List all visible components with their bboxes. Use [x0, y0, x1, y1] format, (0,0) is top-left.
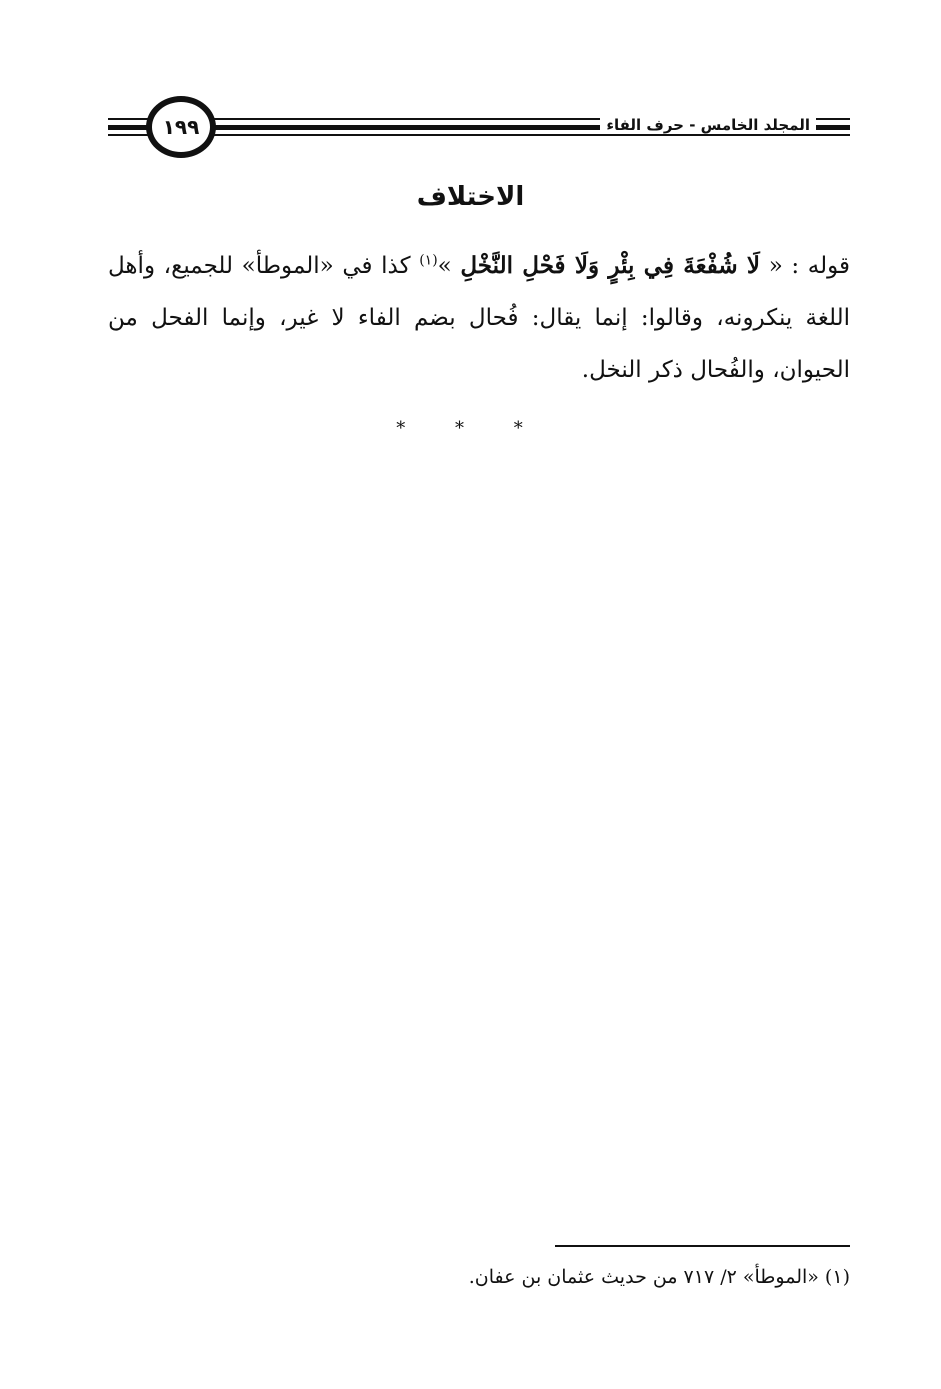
section-separator: * * * — [396, 418, 545, 439]
section-title: الاختلاف — [416, 182, 525, 212]
page-header — [108, 96, 850, 166]
body-paragraph — [108, 240, 850, 396]
footnote-reference: (١) — [419, 252, 438, 269]
page-number: ١٩٩ — [162, 115, 200, 139]
hadith-text: لَا شُفْعَةَ فِي بِئْرٍ وَلَا فَحْلِ النَّخْلِ — [460, 252, 761, 279]
body-intro: قوله : « — [760, 253, 850, 279]
header-rule-thin-bottom — [108, 134, 850, 136]
page-number-badge — [146, 96, 216, 158]
footnote-rule — [555, 1245, 850, 1247]
body-rest: كذا في «الموطأ» للجميع، وأهل اللغة ينكرونه، وقالوا: إنما يقال: فُحال بضم الفاء لا غير، وإنما الفحل من الحيوان، والفُحال ذكر النخل. — [108, 253, 850, 383]
running-head: المجلد الخامس - حرف الفاء — [600, 116, 816, 134]
body-close-quote: » — [437, 253, 461, 279]
footnote: (١) «الموطأ» ٢/ ٧١٧ من حديث عثمان بن عفان. — [468, 1266, 850, 1288]
